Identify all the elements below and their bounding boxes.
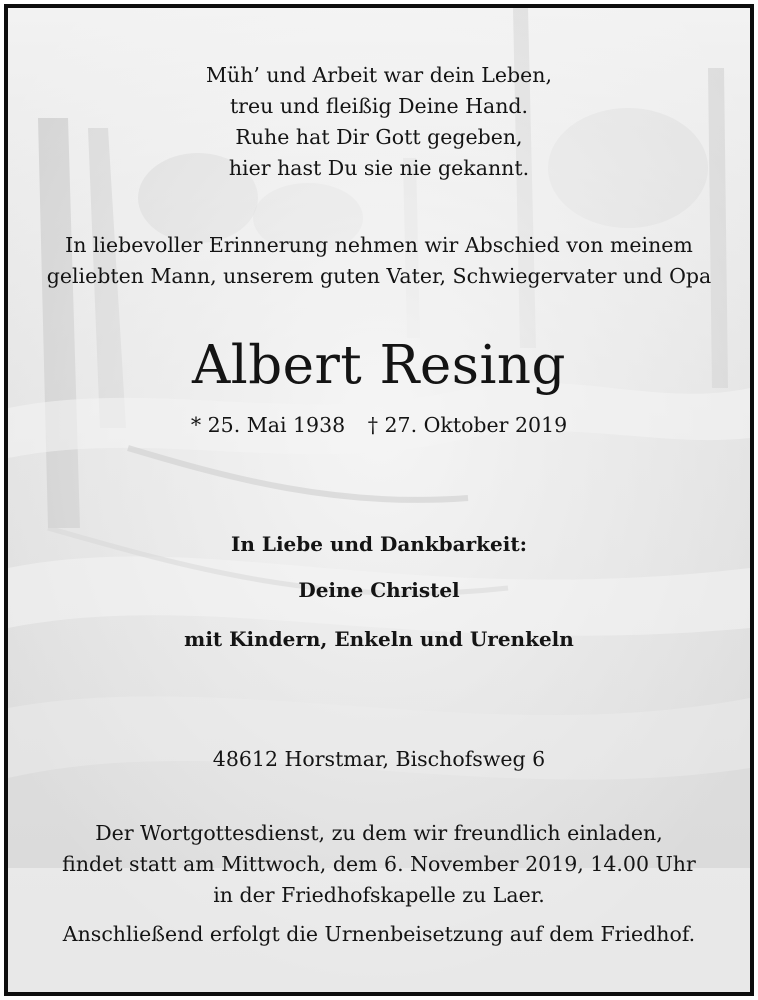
- deceased-name: Albert Resing: [192, 335, 566, 396]
- life-dates: [8, 410, 750, 440]
- poem-line: Müh’ und Arbeit war dein Leben,: [206, 63, 552, 87]
- service-line: in der Friedhofskapelle zu Laer.: [213, 883, 545, 907]
- poem-line: Ruhe hat Dir Gott gegeben,: [235, 125, 523, 149]
- service-line: findet statt am Mittwoch, dem 6. November 2019, 14.00 Uhr: [62, 852, 696, 876]
- intro-line: geliebten Mann, unserem guten Vater, Schwiegervater und Opa: [46, 264, 712, 288]
- closing-family: mit Kindern, Enkeln und Urenkeln: [184, 627, 574, 651]
- birth-date: * 25. Mai 1938: [190, 413, 346, 437]
- poem-line: treu und fleißig Deine Hand.: [229, 94, 529, 118]
- closing-love: In Liebe und Dankbarkeit:: [231, 532, 527, 556]
- burial-info: Anschließend erfolgt die Urnenbeisetzung auf dem Friedhof.: [62, 922, 696, 946]
- intro-line: In liebevoller Erinnerung nehmen wir Abschied von meinem: [65, 233, 693, 257]
- service-info: [8, 818, 750, 911]
- death-date: † 27. Oktober 2019: [367, 413, 568, 437]
- obituary-frame: [4, 4, 754, 996]
- service-line: Der Wortgottesdienst, zu dem wir freundlich einladen,: [95, 821, 663, 845]
- poem-verse: [8, 60, 750, 184]
- farewell-intro: [8, 230, 750, 292]
- poem-line: hier hast Du sie nie gekannt.: [228, 156, 530, 180]
- closing-signature: Deine Christel: [298, 578, 460, 602]
- family-address: 48612 Horstmar, Bischofsweg 6: [212, 747, 546, 771]
